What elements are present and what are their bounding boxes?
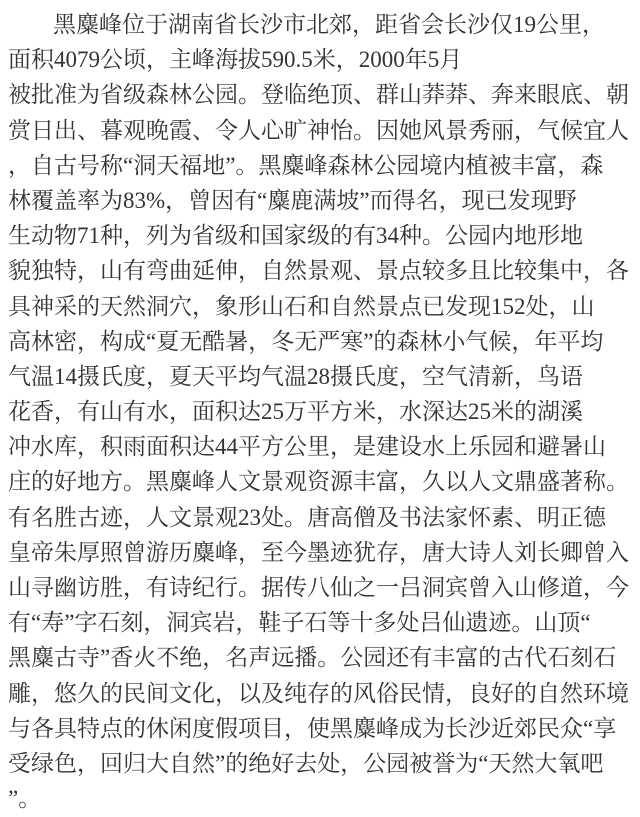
text-line: 林覆盖率为83%，曾因有“麋鹿满坡”而得名，现已发现野 bbox=[8, 187, 577, 213]
text-line: 山寻幽访胜，有诗纪行。据传八仙之一吕洞宾曾入山修道，今 bbox=[8, 575, 629, 600]
article-text bbox=[8, 7, 636, 816]
text-line: 赏日出、暮观晚霞、令人心旷神怡。因她风景秀丽，气候宜人 bbox=[8, 117, 629, 143]
text-line: 面积4079公顷，主峰海拔590.5米，2000年5月 bbox=[8, 47, 463, 73]
text-line: ”。 bbox=[8, 786, 42, 812]
text-line: 高林密，构成“夏无酷暑，冬无严寒”的森林小气候，年平均 bbox=[8, 328, 604, 354]
text-line: 被批准为省级森林公园。登临绝顶、群山莽莽、奔来眼底、朝 bbox=[8, 82, 629, 108]
text-line: ，自古号称“洞天福地”。黑麋峰森林公园境内植被丰富，森 bbox=[8, 152, 604, 178]
text-line: 气温14摄氏度，夏天平均气温28摄氏度，空气清新，鸟语 bbox=[8, 363, 583, 389]
text-line: 貌独特，山有弯曲延伸，自然景观、景点较多且比较集中，各 bbox=[8, 258, 629, 284]
text-line: 有“寿”字石刻，洞宾岩，鞋子石等十多处吕仙遗迹。山顶“ bbox=[8, 610, 591, 636]
text-line: 花香，有山有水，面积达25万平方米，水深达25米的湖溪 bbox=[8, 399, 583, 425]
text-line: 黑麋古寺”香火不绝，名声远播。公园还有丰富的古代石刻石 bbox=[8, 645, 617, 671]
text-line: 具神采的天然洞穴，象形山石和自然景点已发现152处，山 bbox=[8, 293, 595, 319]
text-line: 冲水库，积雨面积达44平方公里，是建设水上乐园和避暑山 bbox=[8, 434, 606, 460]
text-line: 黑麋峰位于湖南省长沙市北郊，距省会长沙仅19公里， bbox=[53, 12, 605, 37]
text-line: 生动物71种，列为省级和国家级的有34种。公园内地形地 bbox=[8, 223, 583, 249]
text-line: 雕，悠久的民间文化，以及纯存的风俗民情，良好的自然环境 bbox=[8, 680, 629, 706]
text-line: 皇帝朱厚照曾游历麋峰，至今墨迹犹存，唐大诗人刘长卿曾入 bbox=[8, 539, 629, 565]
text-line: 庄的好地方。黑麋峰人文景观资源丰富，久以人文鼎盛著称。 bbox=[8, 469, 629, 495]
text-line: 受绿色，回归大自然”的绝好去处，公园被誉为“天然大氧吧 bbox=[8, 750, 604, 776]
text-line: 有名胜古迹，人文景观23处。唐高僧及书法家怀素、明正德 bbox=[8, 504, 606, 530]
text-line: 与各具特点的休闲度假项目，使黑麋峰成为长沙近郊民众“享 bbox=[8, 715, 617, 741]
